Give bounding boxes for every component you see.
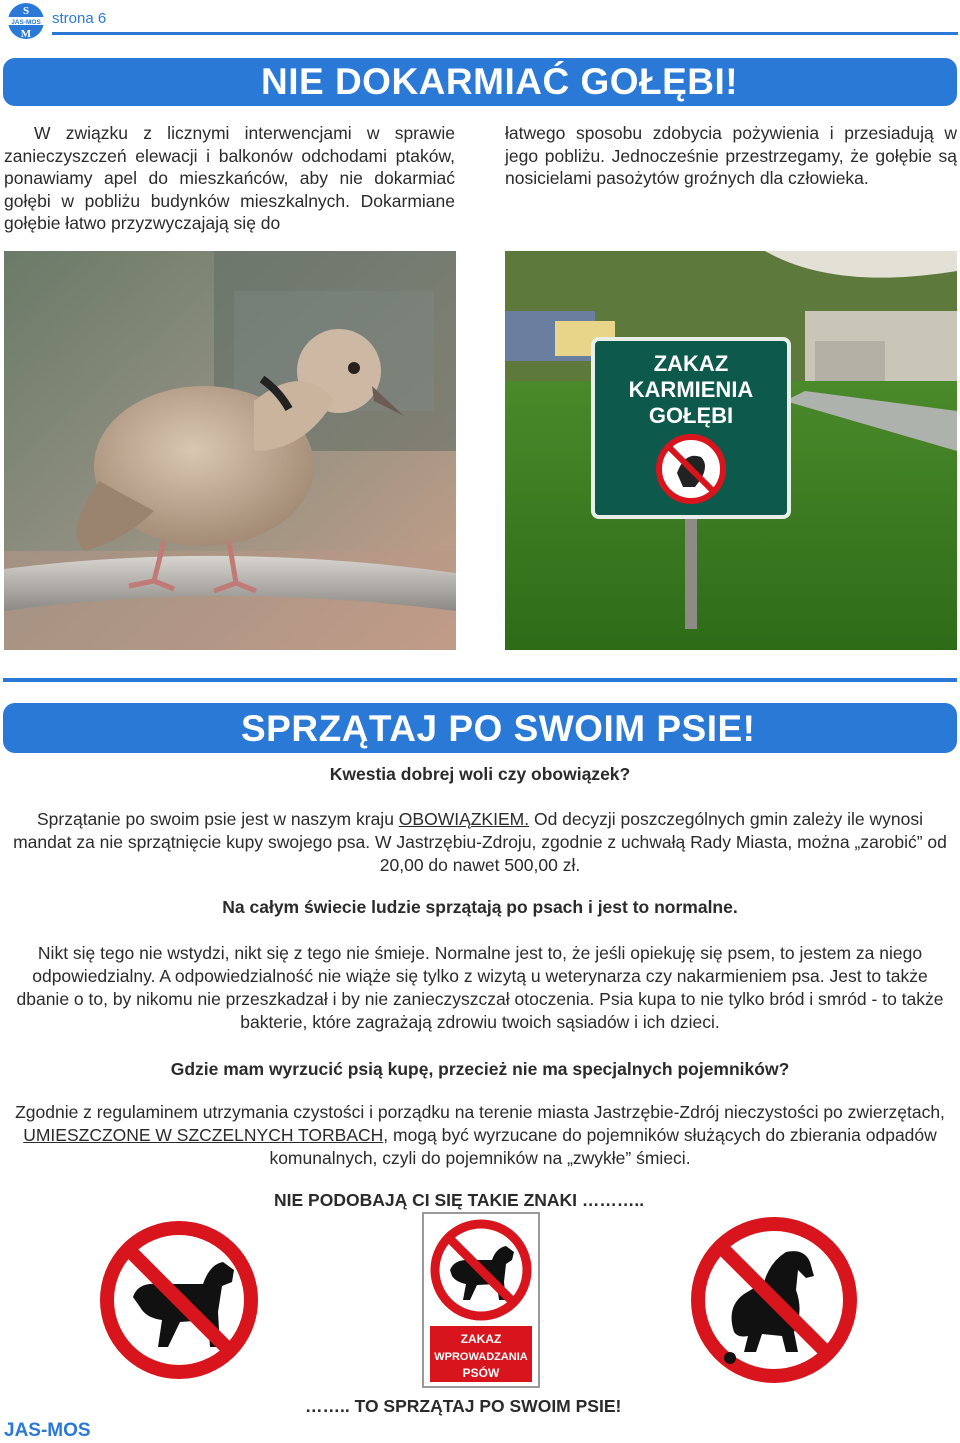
dogs-paragraph-2: Nikt się tego nie wstydzi, nikt się z tego nie śmieje. Normalne jest to, że jeśli opiekuję się psem, to jestem za niego odpowiedzialny. A odpowiedzialność nie wiąże się tylko z wizytą u weterynarza czy nakarmieniem psa. Jest to także dbanie o to, by nikomu nie przeszkadzał i by nie zanieczyszczał otoczenia. Psia kupa to nie tylko bród i smród - to także bakterie, które zagrażają zdrowiu twoich sąsiadów i ich dzieci. — [16, 943, 944, 1032]
sign-line-3: GOŁĘBI — [648, 403, 734, 428]
section-divider — [3, 678, 957, 682]
pigeons-title-banner — [3, 58, 957, 106]
sign-text-line-1: ZAKAZ — [460, 1332, 502, 1346]
dogs-title: SPRZĄTAJ PO SWOIM PSIE! — [241, 708, 756, 749]
dogs-question: Gdzie mam wyrzucić psią kupę, przecież nie ma specjalnych pojemników? — [170, 1059, 790, 1079]
header-rule — [52, 32, 958, 35]
dogs-paragraph-3: Zgodnie z regulaminem utrzymania czystości i porządku na terenie miasta Jastrzębie-Zdrój nieczystości po zwierzętach, UMIESZCZONE W SZCZELNYCH TORBACH, mogą być wyrzucane do pojemników służących do zbierania odpadów komunalnych, czyli do pojemników na „zwykłe” śmieci. — [15, 1102, 945, 1168]
pigeons-text-column-2: łatwego sposobu zdobycia pożywienia i przesiadują w jego pobliżu. Jednocześnie przestrzegamy, że gołębie są nosicielami pasożytów groźnych dla człowieka. — [505, 123, 957, 188]
dogs-subtitle: Kwestia dobrej woli czy obowiązek? — [329, 764, 631, 784]
dogs-title-banner — [3, 703, 957, 753]
pigeons-text-column-1: W związku z licznymi interwencjami w sprawie zanieczyszczeń elewacji i balkonów odchodami ptaków, ponawiamy apel do mieszkańców, aby nie dokarmiać gołębi w pobliżu budynków mieszkalnych. Dokarmiane gołębie łatwo przyzwyczajają się do — [4, 123, 455, 233]
jas-mos-logo — [2, 2, 50, 40]
footer-brand: JAS-MOS — [4, 1420, 91, 1441]
svg-text:S: S — [22, 5, 30, 17]
signs-intro: NIE PODOBAJĄ CI SIĘ TAKIE ZNAKI ……….. — [274, 1190, 645, 1210]
pigeons-title: NIE DOKARMIAĆ GOŁĘBI! — [261, 61, 739, 102]
sign-text-line-2: WPROWADZANIA — [434, 1351, 528, 1363]
svg-text:JAS-MOS: JAS-MOS — [11, 19, 41, 26]
dogs-paragraph-1: Sprzątanie po swoim psie jest w naszym kraju OBOWIĄZKIEM. Od decyzji poszczególnych gmin zależy ile wynosi mandat za nie sprzątnięcie kupy swojego psa. W Jastrzębiu-Zdroju, zgodnie z uchwałą Rady Miasta, można „zarobić” od 20,00 do nawet 500,00 zł. — [13, 809, 947, 875]
no-dogs-sign-1-icon — [98, 1212, 260, 1387]
sign-line-1: ZAKAZ — [653, 351, 729, 376]
page-number: strona 6 — [52, 10, 107, 27]
sign-text-line-3: PSÓW — [462, 1366, 500, 1380]
svg-text:M: M — [20, 28, 32, 40]
no-feeding-sign-photo — [505, 251, 957, 650]
closing-line: …….. TO SPRZĄTAJ PO SWOIM PSIE! — [305, 1396, 622, 1416]
sign-line-2: KARMIENIA — [628, 377, 754, 402]
no-dog-fouling-sign-icon — [686, 1212, 862, 1388]
dove-photo — [4, 251, 456, 650]
dogs-bold-line: Na całym świecie ludzie sprzątają po psach i jest to normalne. — [222, 897, 738, 917]
no-dogs-entry-sign-icon — [422, 1212, 540, 1388]
